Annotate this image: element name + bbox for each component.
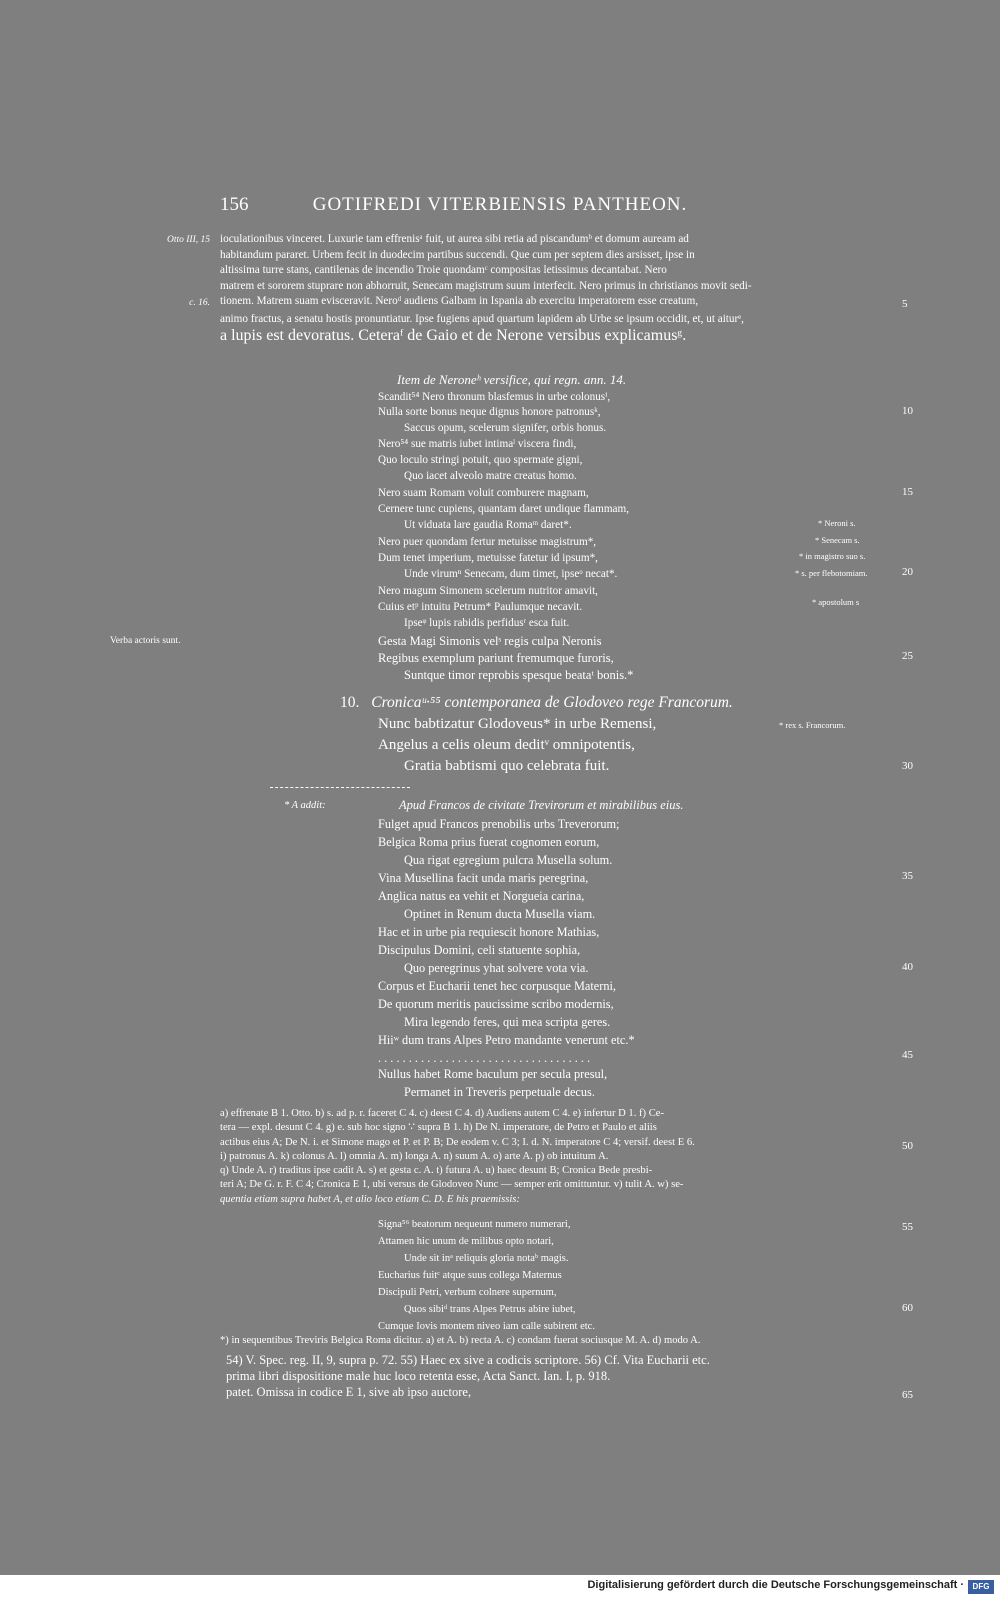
prose-line: animo fractus, a senatu hostis pronuntiatur. Ipse fugiens apud quartum lapidem ab Urbe se ipsum occidit, et, ut aiturᵉ, (220, 312, 744, 325)
gloss: * apostolum s (812, 597, 860, 607)
verse-line: Cumque Iovis montem niveo iam calle subirent etc. (378, 1321, 595, 1332)
verse-line: Ut viduata lare gaudia Romaᵐ daret*. (404, 519, 572, 531)
verse-line: Eucharius fuitᶜ atque suus collega Maternus (378, 1270, 562, 1281)
verse-line: Discipuli Petri, verbum colnere supernum, (378, 1287, 557, 1298)
trier-note (220, 1334, 910, 1348)
side-note-verba: Verba actoris sunt. (110, 636, 181, 646)
gloss: * Neroni s. (818, 518, 856, 528)
verse-line: Regibus exemplum pariunt fremumque furoris, (378, 651, 614, 665)
verse-line: Nunc babtizatur Glodoveus* in urbe Remensi, (378, 716, 657, 732)
verse-line: Qua rigat egregium pulcra Musella solum. (404, 853, 613, 867)
references (226, 1352, 710, 1400)
verse-line: Optinet in Renum ducta Musella viam. (404, 907, 596, 921)
gloss: * Senecam s. (815, 535, 860, 545)
section-heading-nero: Item de Neroneʰ versifice, qui regn. ann. 14. (397, 372, 627, 387)
line-number: 40 (902, 961, 913, 973)
line-number: 10 (902, 405, 913, 417)
verse-line: Discipulus Domini, celi statuente sophia, (378, 943, 581, 957)
verse-line: Fulget apud Francos prenobilis urbs Treverorum; (378, 817, 620, 831)
verse-line: Vina Musellina facit unda maris peregrina, (378, 871, 589, 885)
page-number: 156 (220, 194, 249, 215)
addit-heading: Apud Francos de civitate Trevirorum et mirabilibus eius. (399, 798, 684, 812)
verse-line: Hiiʷ dum trans Alpes Petro mandante venerunt etc.* (378, 1033, 635, 1047)
ellipsis-line: . . . . . . . . . . . . . . . . . . . . . . . . . . . . . . . . . . . (378, 1051, 591, 1065)
verse-line: Anglica natus ea vehit et Norgueia carina, (378, 889, 585, 903)
line-number: 30 (902, 760, 913, 772)
apparatus-line: teri A; De G. r. F. C 4; Cronica E 1, ubi versus de Glodoveo Nunc — semper erit omittuntur. v) tulit A. w) se- (220, 1179, 684, 1191)
verse-line: Cernere tunc cupiens, quantam daret undique flammam, (378, 503, 630, 515)
gloss: * s. per flebotomiam. (795, 568, 868, 578)
verse-line: Permanet in Treveris perpetuale decus. (404, 1085, 595, 1099)
line-number: 25 (902, 650, 913, 662)
verse-line: Corpus et Eucharii tenet hec corpusque Materni, (378, 979, 616, 993)
critical-apparatus (220, 1107, 910, 1207)
verse-line: Nero puer quondam fertur metuisse magistrum*, (378, 536, 597, 548)
verse-line: Gesta Magi Simonis velˢ regis culpa Neronis (378, 634, 602, 648)
apparatus-line: actibus eius A; De N. i. et Simone mago et P. et P. B; De eodem v. C 3; I. d. N. imperatore C 4; versif. deest E 6. (220, 1136, 695, 1148)
prose-paragraph (220, 232, 910, 343)
verse-line: Hac et in urbe pia requiescit honore Mathias, (378, 925, 600, 939)
gloss: * rex s. Francorum. (779, 720, 846, 730)
verse-line: Suntque timor reprobis spesque beataᵗ bonis.* (404, 668, 634, 682)
line-number: 20 (902, 566, 913, 578)
verse-line: Quo iacet alveolo matre creatus homo. (404, 470, 577, 482)
apparatus-line: i) patronus A. k) colonus A. l) omnia A. m) longa A. n) suum A. o) arte A. p) ob intuitum A. (220, 1150, 609, 1162)
verse-line: Gratia babtismi quo celebrata fuit. (404, 758, 610, 774)
prose-line: a lupis est devoratus. Ceteraᶠ de Gaio et de Nerone versibus explicamusᵍ. (220, 326, 687, 344)
verse-line: Unde virumⁿ Senecam, dum timet, ipseᵒ necat*. (404, 568, 618, 580)
note-line: *) in sequentibus Treviris Belgica Roma dicitur. a) et A. b) recta A. c) condam fuerat sociusque M. A. d) modo A. (220, 1335, 701, 1346)
reference-line: prima libri dispositione male huc loco retenta esse, Acta Sanct. Ian. I, p. 918. (226, 1369, 611, 1383)
verse-line: Signa⁵⁶ beatorum nequeunt numero numerari, (378, 1219, 571, 1230)
footer-text: Digitalisierung gefördert durch die Deutsche Forschungsgemeinschaft · (587, 1579, 964, 1591)
dfg-logo-icon: DFG (968, 1580, 994, 1594)
verse-line: Unde sit inᵃ reliquis gloria notaᵇ magis. (404, 1253, 569, 1264)
verse-line: Belgica Roma prius fuerat cognomen eorum, (378, 835, 600, 849)
margin-ref-c16: c. 16. (189, 298, 210, 308)
prose-line: altissima turre stans, cantilenas de incendio Troie quondamᶜ compositas letissimus decantabat. Nero (220, 264, 667, 277)
apparatus-line: q) Unde A. r) traditus ipse cadit A. s) et gesta c. A. t) futura A. u) haec desunt B; Cronica Bede presbi- (220, 1165, 653, 1177)
verse-line: Angelus a celis oleum deditᵛ omnipotentis, (378, 737, 635, 753)
line-number: 60 (902, 1302, 913, 1314)
verse-line: Quo peregrinus yhat solvere vota via. (404, 961, 589, 975)
line-number: 65 (902, 1389, 913, 1401)
verse-line: Saccus opum, scelerum signifer, orbis honus. (404, 422, 607, 434)
line-number: 35 (902, 870, 913, 882)
reference-line: patet. Omissa in codice E 1, sive ab ipso auctore, (226, 1385, 472, 1399)
verse-line: Cuius etᵖ intuitu Petrum* Paulumque necavit. (378, 601, 583, 613)
section-10-heading (340, 694, 733, 712)
prose-line: ioculationibus vinceret. Luxurie tam effrenisᵃ fuit, ut aurea sibi retia ad piscandumᵇ et domum auream ad (220, 233, 689, 245)
page-header (0, 194, 1000, 224)
gloss: * in magistro suo s. (799, 551, 866, 561)
section-number: 10. (340, 694, 360, 711)
verse-line: Nero suam Romam voluit comburere magnam, (378, 487, 589, 499)
prose-line: matrem et sororem stuprare non abhorruit, Senecam magistrum suum interfecit. Nero primus in christianos movit sedi- (220, 279, 752, 292)
verse-line: Quos sibiᵈ trans Alpes Petrus abire iubet, (404, 1304, 576, 1315)
line-number: 5 (902, 298, 908, 310)
verse-line: Dum tenet imperium, metuisse fatetur id ipsum*, (378, 552, 598, 564)
apparatus-line: a) effrenate B 1. Otto. b) s. ad p. r. faceret C 4. c) deest C 4. d) Audiens autem C 4. e) infertur D 1. f) Ce- (220, 1108, 665, 1119)
line-number: 45 (902, 1049, 913, 1061)
footer-bar (0, 1575, 1000, 1599)
verse-line: Nullus habet Rome baculum per secula presul, (378, 1067, 608, 1081)
verse-line: Nulla sorte bonus neque dignus honore patronusᵏ, (378, 406, 601, 418)
section-title: Cronicaᵘ·⁵⁵ contemporanea de Glodoveo rege Francorum. (371, 694, 733, 711)
verse-line: Attamen hic unum de milibus opto notari, (378, 1236, 554, 1247)
prose-line: habitandum pararet. Urbem fecit in duodecim partibus succendi. Que cum per septem dies arsisset, ipse in (220, 248, 695, 261)
line-number: 15 (902, 486, 913, 498)
verse-line: Nero magum Simonem scelerum nutritor amavit, (378, 585, 598, 597)
line-number: 55 (902, 1221, 913, 1233)
margin-ref-otto: Otto III, 15 (166, 235, 210, 245)
separator-rule (270, 787, 410, 788)
addit-label: * A addit: (284, 800, 326, 811)
line-number: 50 (902, 1140, 913, 1152)
reference-line: 54) V. Spec. reg. II, 9, supra p. 72. 55) Haec ex sive a codicis scriptore. 56) Cf. Vita Eucharii etc. (226, 1353, 710, 1367)
verse-line: De quorum meritis paucissime scribo modernis, (378, 997, 614, 1011)
apparatus-line: tera — expl. desunt C 4. g) e. sub hoc signo ∵ supra B 1. h) De N. imperatore, de Petro et Paulo et aliis (220, 1122, 657, 1134)
apparatus-line: quentia etiam supra habet A, et alio loco etiam C. D. E his praemissis: (220, 1193, 520, 1205)
verse-line: Scandit⁵⁴ Nero thronum blasfemus in urbe colonusⁱ, (378, 391, 611, 403)
verse-line: Nero⁵⁴ sue matris iubet intimaˡ viscera findi, (378, 438, 577, 450)
verse-line: Quo loculo stringi potuit, quo spermate gigni, (378, 454, 583, 466)
prose-line: tionem. Matrem suam evisceravit. Neroᵈ audiens Galbam in Ispania ab exercitu imperatorem esse creatum, (220, 295, 699, 308)
verse-line: Mira legendo feres, qui mea scripta geres. (404, 1015, 611, 1029)
verse-line: Ipseᵠ lupis rabidis perfidusʳ esca fuit. (404, 617, 570, 629)
running-title: GOTIFREDI VITERBIENSIS PANTHEON. (312, 194, 688, 215)
